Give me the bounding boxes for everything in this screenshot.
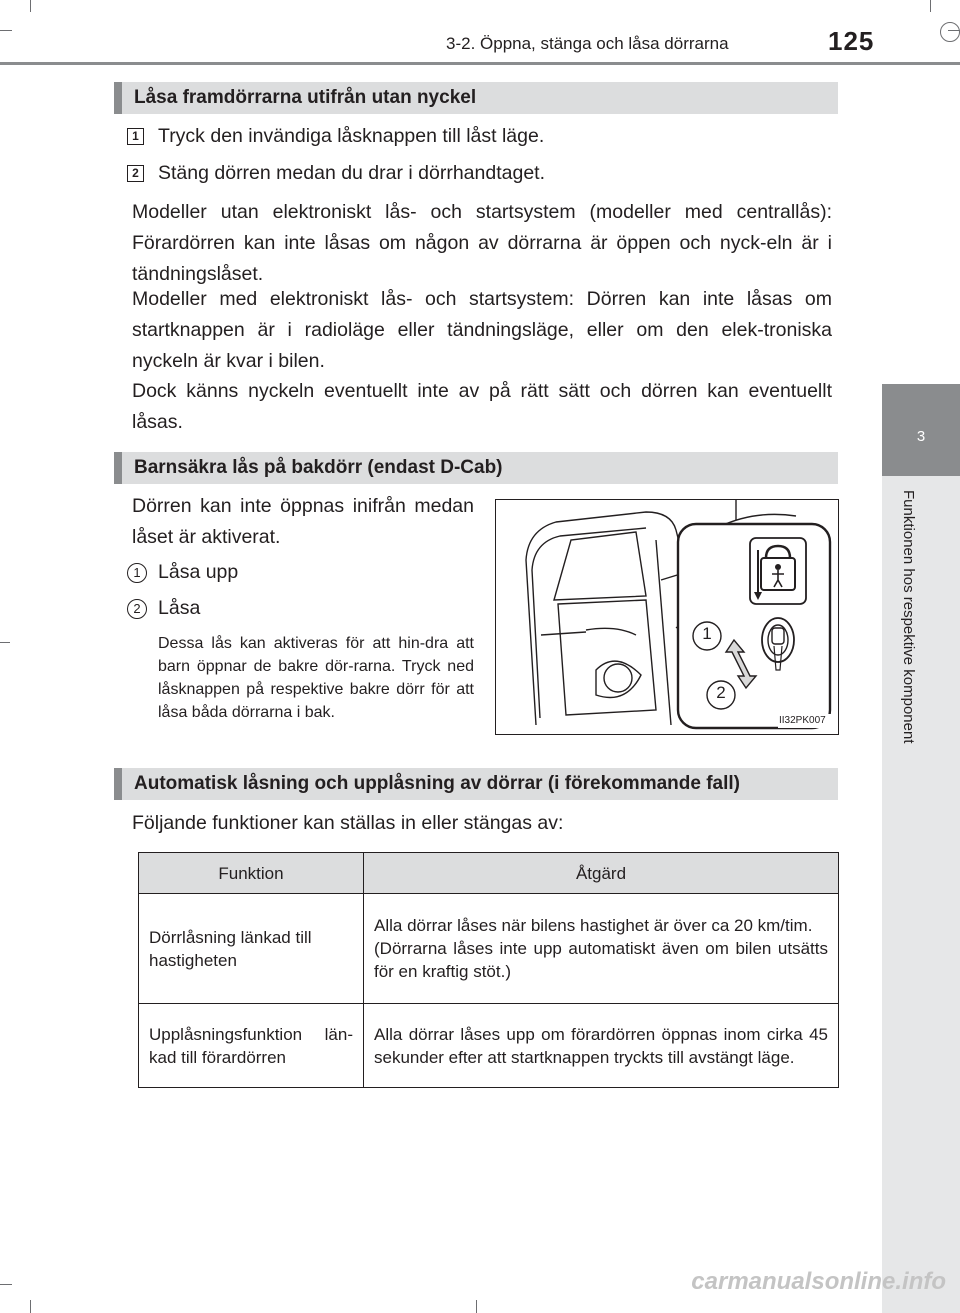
callout-number: 1 (127, 563, 147, 583)
registration-mark (940, 22, 960, 42)
section-title: Låsa framdörrarna utifrån utan nyckel (134, 87, 477, 108)
section-heading-auto-lock (114, 768, 838, 800)
action-text: (Dörrarna låses inte upp automatiskt även om bilen utsätts för en kraftig stöt.) (374, 939, 828, 981)
crop-mark (30, 0, 31, 12)
figure-callout-2: 2 (716, 683, 726, 702)
section-heading-child-locks (114, 452, 838, 484)
step-number-box: 1 (127, 128, 144, 145)
crop-mark (476, 1300, 477, 1313)
step-number-box: 2 (127, 165, 144, 182)
table-header-action: Åtgärd (364, 853, 839, 894)
paragraph-key-detection: Dock känns nyckeln eventuellt inte av på rätt sätt och dörren kan eventuellt låsas. (132, 380, 832, 433)
function-cell: Upplåsningsfunktion län-kad till förardörren (139, 1004, 364, 1088)
chapter-tab-number: 3 (916, 428, 926, 445)
crop-mark (0, 642, 10, 643)
crop-mark (30, 1300, 31, 1313)
chapter-heading: 3-2. Öppna, stänga och låsa dörrarna (446, 34, 729, 53)
action-cell (364, 1004, 839, 1088)
table-header-row (139, 853, 839, 894)
table-header-function: Funktion (139, 853, 364, 894)
door-drawing (496, 500, 838, 734)
child-lock-illustration (495, 499, 839, 735)
table-row (139, 894, 839, 1004)
chapter-tab-label-wrap (883, 476, 927, 836)
step-text: Tryck den invändiga låsknappen till låst läge. (158, 125, 545, 147)
crop-mark (0, 30, 12, 31)
header-rule (0, 62, 960, 65)
item-text: Låsa upp (158, 561, 239, 583)
section-title: Barnsäkra lås på bakdörr (endast D-Cab) (134, 457, 503, 478)
paragraph-no-smart-key: Modeller utan elektroniskt lås- och startsystem (modeller med centrallås): Förardörren kan inte låsas om någon av dörrarna är öppen och nyck-eln är i tändningslåset. (132, 201, 832, 285)
crop-mark (0, 1284, 12, 1285)
section-heading-front-doors (114, 82, 838, 114)
crop-mark (930, 0, 931, 12)
action-text: Alla dörrar låses när bilens hastighet är över ca 20 km/tim. (374, 916, 813, 935)
function-table (138, 852, 839, 1088)
action-text: Alla dörrar låses upp om förardörren öppnas inom cirka 45 sekunder efter att startknappen tryckts till avstängt läge. (374, 1024, 828, 1067)
paragraph-smart-key: Modeller med elektroniskt lås- och startsystem: Dörren kan inte låsas om startknappen är i radioläge eller tändningsläge, eller om den elek-troniska nyckeln är kvar i bilen. (132, 288, 832, 372)
table-row (139, 1004, 839, 1088)
step-text: Stäng dörren medan du drar i dörrhandtaget. (158, 162, 546, 184)
chapter-tab-label: Funktionen hos respektive komponent (900, 490, 917, 744)
page-number: 125 (828, 26, 875, 56)
function-cell: Dörrlåsning länkad till hastigheten (139, 894, 364, 1004)
callout-number: 2 (127, 599, 147, 619)
watermark: carmanualsonline.info (691, 1268, 946, 1295)
figure-code: II32PK007 (779, 715, 826, 726)
auto-lock-intro: Följande funktioner kan ställas in eller stängas av: (132, 812, 564, 834)
figure-callout-1: 1 (702, 624, 712, 643)
action-cell (364, 894, 839, 1004)
item-text: Låsa (158, 597, 201, 619)
child-lock-intro: Dörren kan inte öppnas inifrån medan låset är aktiverat. (132, 495, 474, 548)
section-title: Automatisk låsning och upplåsning av dörrar (i förekommande fall) (134, 773, 740, 794)
child-lock-note: Dessa lås kan aktiveras för att hin-dra att barn öppnar de bakre dör-rarna. Tryck ned låsknappen på respektive bakre dörr för att låsa båda dörrarna i bak. (158, 635, 474, 721)
